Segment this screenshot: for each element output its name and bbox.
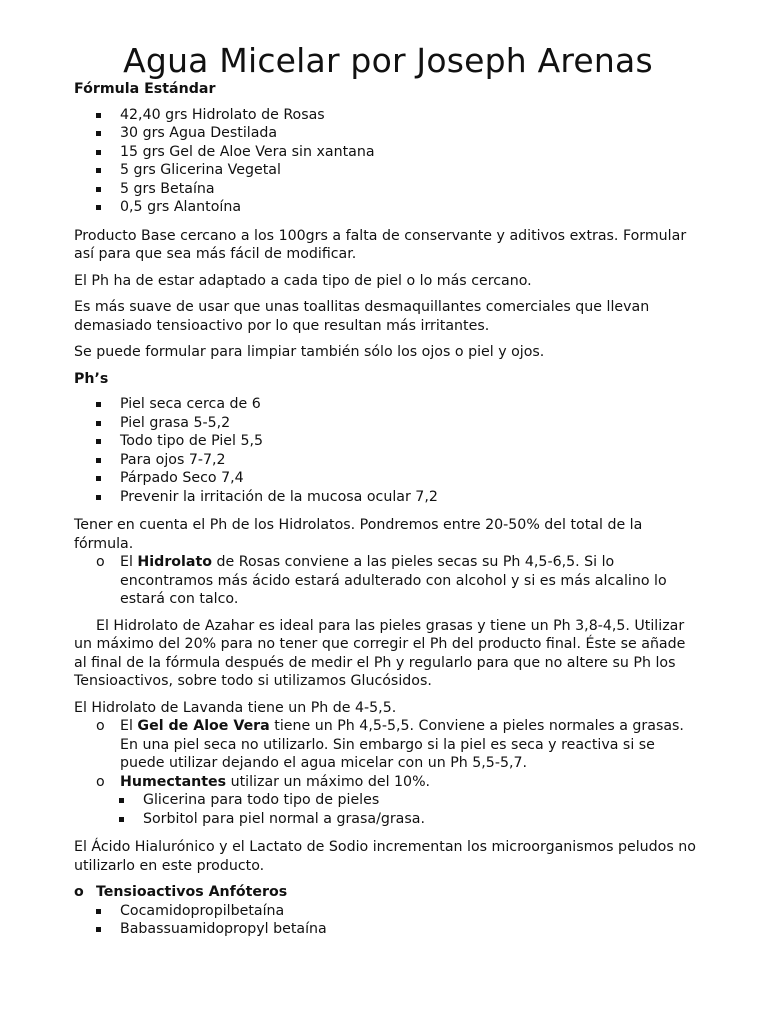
bold-term: Humectantes [120,773,227,790]
list-marker: o [96,773,105,790]
text-run: El [120,554,138,570]
list-item: Piel grasa 5-5,2 [74,414,702,433]
text-run: El [120,718,138,734]
list-item: Para ojos 7-7,2 [74,451,702,470]
list-item: Párpado Seco 7,4 [74,469,702,488]
section-heading-ph: Ph’s [74,370,109,387]
page-title: Agua Micelar por Joseph Arenas [123,41,653,80]
list-item [74,717,702,773]
heading-text: Tensioactivos Anfóteros [96,884,288,900]
formula-list [74,106,702,217]
list-item: 5 grs Glicerina Vegetal [74,161,702,180]
paragraph: El Ph ha de estar adaptado a cada tipo de piel o lo más cercano. [74,272,532,289]
list-item: Babassuamidopropyl betaína [74,920,702,939]
list-marker: o [74,884,84,900]
list-item: Todo tipo de Piel 5,5 [74,432,702,451]
text-run: de Rosas conviene a las pieles secas su Ph 4,5-6,5. Si lo encontramos más ácido estará adulterado con alcohol y si es más alcalino lo estará con talco. [120,554,667,607]
text-run: utilizar un máximo del 10%. [226,773,431,790]
bold-term: Hidrolato [137,554,213,570]
list-item [74,773,702,792]
list-marker: o [96,554,105,570]
section-heading-tensioactivos [74,883,702,902]
list-item: Sorbitol para piel normal a grasa/grasa. [74,810,702,829]
list-item: Glicerina para todo tipo de pieles [74,791,702,810]
section-heading-formula: Fórmula Estándar [74,81,216,97]
ph-list [74,395,702,506]
paragraph: El Hidrolato de Lavanda tiene un Ph de 4-5,5. [74,699,397,716]
paragraph: Tener en cuenta el Ph de los Hidrolatos. Pondremos entre 20-50% del total de la fórmula. [74,517,643,552]
tensioactivos-list [74,902,702,939]
list-item: Piel seca cerca de 6 [74,395,702,414]
paragraph: Se puede formular para limpiar también sólo los ojos o piel y ojos. [74,344,545,360]
paragraph: El Ácido Hialurónico y el Lactato de Sodio incrementan los microorganismos peludos no utilizarlo en este producto. [74,839,696,874]
list-item: Cocamidopropilbetaína [74,902,702,921]
list-item: 42,40 grs Hidrolato de Rosas [74,106,702,125]
list-item: 5 grs Betaína [74,180,702,199]
list-marker: o [96,718,105,734]
list-item: Prevenir la irritación de la mucosa ocular 7,2 [74,488,702,507]
list-item: 15 grs Gel de Aloe Vera sin xantana [74,143,702,162]
list-item: 30 grs Agua Destilada [74,124,702,143]
bold-term: Gel de Aloe Vera [137,718,270,734]
humectantes-sublist [74,791,702,828]
text-run: tiene un Ph 4,5-5,5. Conviene a pieles normales a grasas. En una piel seca no utilizarlo. Sin embargo si la piel es seca y reactiva si se puede utilizar dejando el agua micelar con un Ph 5,5-5,7. [120,718,684,771]
list-item [74,553,702,609]
hidrolato-list [74,553,702,609]
paragraph: Es más suave de usar que unas toallitas desmaquillantes comerciales que llevan demasiado tensioactivo por lo que resultan más irritantes. [74,299,650,334]
paragraph: Producto Base cercano a los 100grs a falta de conservante y aditivos extras. Formular así para que sea más fácil de modificar. [74,227,687,262]
paragraph: El Hidrolato de Azahar es ideal para las pieles grasas y tiene un Ph 3,8-4,5. Utilizar un máximo del 20% para no tener que corregir el Ph del producto final. Éste se añade al final de la fórmula después de medir el Ph y regularlo para que no altere su Ph los Tensioactivos, sobre todo si utilizamos Glucósidos. [74,617,686,689]
list-item: 0,5 grs Alantoína [74,198,702,217]
aloe-humectantes-list [74,717,702,791]
